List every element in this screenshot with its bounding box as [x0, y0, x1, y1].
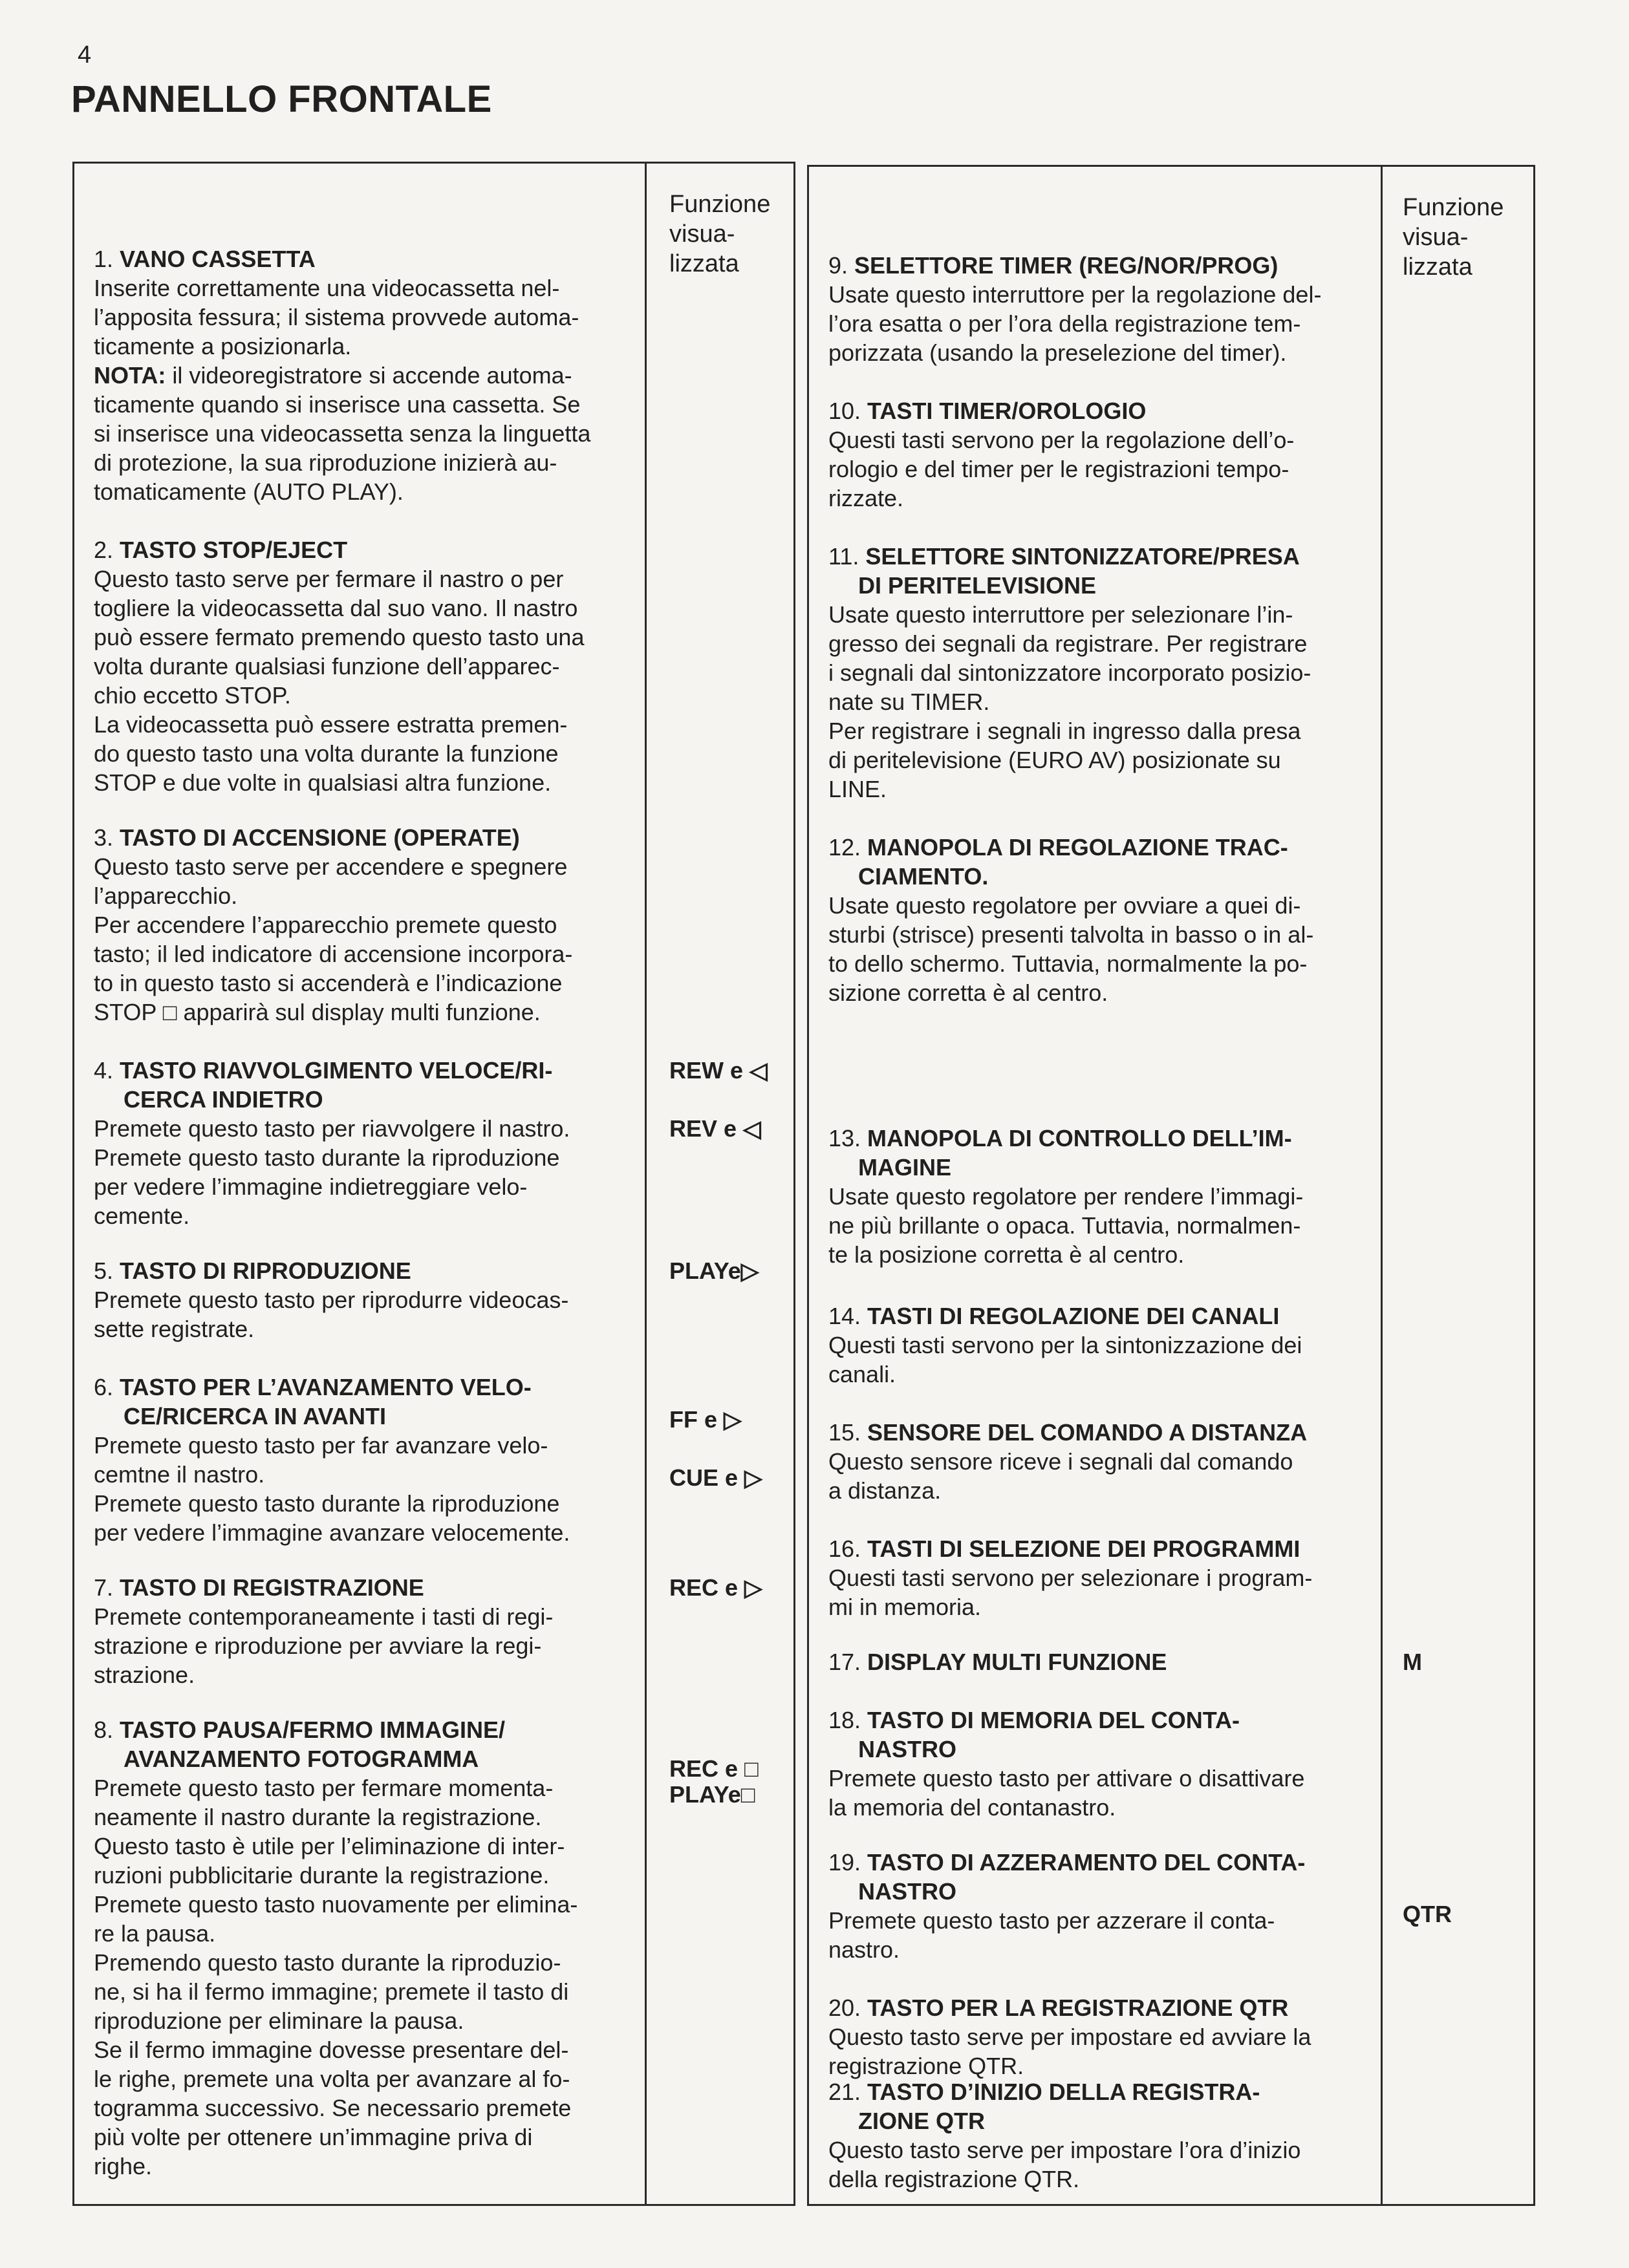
item-heading [828, 1418, 1307, 1447]
item-description-line: strazione. [94, 1662, 195, 1688]
item-description-line: della registrazione QTR. [828, 2166, 1080, 2192]
item-title: TASTI DI REGOLAZIONE DEI CANALI [867, 1303, 1280, 1329]
right-item [828, 1706, 1304, 1822]
display-function-label: QTR [1403, 1901, 1452, 1927]
right-item [828, 1993, 1311, 2081]
item-description-line: cemtne il nastro. [94, 1461, 265, 1488]
item-description-line: rologio e del timer per le registrazioni tempo- [828, 456, 1289, 482]
item-description-line: Questo tasto serve per impostare ed avviare la [828, 2024, 1311, 2050]
item-description-line: si inserisce una videocassetta senza la linguetta [94, 420, 591, 447]
page-number: 4 [78, 41, 92, 69]
item-description-line: Questo tasto serve per fermare il nastro o per [94, 566, 564, 592]
item-title: TASTO DI RIPRODUZIONE [120, 1257, 411, 1284]
item-heading [828, 251, 1321, 280]
item-description-line: NOTA: il videoregistratore si accende automa- [94, 362, 572, 389]
item-number: 15. [828, 1419, 868, 1446]
item-description-line: riproduzione per eliminare la pausa. [94, 2007, 464, 2034]
item-description-line: ticamente a posizionarla. [94, 333, 352, 359]
item-number: 18. [828, 1707, 868, 1733]
item-title: TASTO RIAVVOLGIMENTO VELOCE/RI- [120, 1057, 553, 1084]
item-description-line: gresso dei segnali da registrare. Per registrare [828, 630, 1308, 657]
item-title-continued: MAGINE [858, 1154, 951, 1181]
item-heading [94, 1256, 568, 1285]
item-description-line: Usate questo regolatore per rendere l’immagi- [828, 1183, 1304, 1210]
display-function-label: REW e ◁ [669, 1057, 768, 1084]
display-function-label: REC e ▷ [669, 1574, 762, 1601]
item-heading [828, 2077, 1300, 2106]
item-description-line: l’apparecchio. [94, 883, 238, 909]
item-title-continued: NASTRO [858, 1736, 956, 1762]
item-number: 16. [828, 1535, 868, 1562]
item-description-line: di protezione, la sua riproduzione inizierà au- [94, 449, 557, 476]
item-description-line: re la pausa. [94, 1920, 216, 1947]
item-description-line: i segnali dal sintonizzatore incorporato posizio- [828, 659, 1311, 686]
item-description-line: Premete questo tasto per azzerare il conta- [828, 1907, 1275, 1934]
item-description-line: to dello schermo. Tuttavia, normalmente la po- [828, 950, 1308, 977]
display-function-label: PLAYe□ [669, 1781, 755, 1808]
item-description-line: cemente. [94, 1203, 190, 1229]
item-description-line: Premete questo tasto nuovamente per elimina- [94, 1891, 578, 1918]
item-heading [828, 833, 1313, 862]
item-description-line: to in questo tasto si accenderà e l’indicazione [94, 970, 563, 996]
item-description-line: l’apposita fessura; il sistema provvede automa- [94, 304, 579, 330]
item-number: 13. [828, 1125, 868, 1151]
item-heading [94, 244, 590, 273]
column-divider [1381, 167, 1383, 2204]
left-item [94, 1373, 570, 1547]
item-description-line: registrazione QTR. [828, 2053, 1024, 2079]
item-description-line: Questo tasto serve per accendere e spegnere [94, 853, 568, 880]
item-title: TASTI TIMER/OROLOGIO [867, 398, 1147, 424]
page-title: PANNELLO FRONTALE [71, 78, 492, 120]
item-heading [828, 542, 1311, 571]
item-description-line: Questi tasti servono per la sintonizzazione dei [828, 1332, 1302, 1358]
item-description-line: Premete questo tasto per riprodurre videocas- [94, 1287, 569, 1313]
item-title-continued: CE/RICERCA IN AVANTI [124, 1403, 387, 1429]
item-description-line: ticamente quando si inserisce una cassetta. Se [94, 391, 581, 418]
item-description-line: a distanza. [828, 1477, 942, 1504]
item-heading [828, 1993, 1311, 2022]
item-heading [94, 1573, 553, 1602]
item-description-line: per vedere l’immagine avanzare velocemente. [94, 1519, 570, 1546]
item-description-line: Premete questo tasto durante la riproduzione [94, 1144, 560, 1171]
item-title: TASTO DI ACCENSIONE (OPERATE) [120, 824, 520, 851]
item-number: 17. [828, 1649, 868, 1675]
item-description-line: ne, si ha il fermo immagine; premete il tasto di [94, 1978, 569, 2005]
item-description-line: righe. [94, 2153, 153, 2179]
display-function-label: FF e ▷ [669, 1406, 742, 1433]
display-function-label: REC e □ [669, 1755, 759, 1782]
item-number: 4. [94, 1057, 120, 1084]
item-description-line: ruzioni pubblicitarie durante la registrazione. [94, 1862, 550, 1888]
item-description-line: porizzata (usando la preselezione del timer). [828, 339, 1287, 366]
right-item [828, 2077, 1300, 2194]
item-description-line: sizione corretta è al centro. [828, 979, 1108, 1006]
left-item [94, 1573, 553, 1689]
item-number: 6. [94, 1374, 120, 1400]
item-heading [828, 396, 1294, 425]
item-description-line: Premete questo tasto per far avanzare velo- [94, 1432, 548, 1459]
item-description-line: Premete contemporaneamente i tasti di regi- [94, 1603, 554, 1630]
item-heading [94, 823, 572, 852]
item-number: 10. [828, 398, 868, 424]
item-heading [828, 1301, 1302, 1331]
item-description-line: togramma successivo. Se necessario premete [94, 2095, 572, 2121]
item-description-line: strazione e riproduzione per avviare la regi- [94, 1632, 542, 1659]
item-title: SENSORE DEL COMANDO A DISTANZA [867, 1419, 1308, 1446]
right-item [828, 1124, 1303, 1269]
display-function-label: REV e ◁ [669, 1115, 761, 1142]
item-title: TASTO STOP/EJECT [120, 537, 348, 563]
right-column-frame [807, 165, 1535, 2206]
right-item [828, 396, 1294, 513]
item-number: 12. [828, 834, 868, 861]
item-description-line: neamente il nastro durante la registrazione. [94, 1804, 542, 1830]
item-description-line: Questi tasti servono per la regolazione dell’o- [828, 427, 1295, 453]
item-description-line: di peritelevisione (EURO AV) posizionate su [828, 747, 1281, 773]
item-description-line: per vedere l’immagine indietreggiare velo- [94, 1173, 528, 1200]
item-heading [94, 1715, 577, 1744]
item-description-line: ne più brillante o opaca. Tuttavia, normalmen- [828, 1212, 1301, 1239]
item-description-line: Usate questo interruttore per selezionare l’in- [828, 601, 1293, 628]
item-description-line: l’ora esatta o per l’ora della registrazione tem- [828, 310, 1301, 337]
item-description-line: nastro. [828, 1936, 900, 1963]
function-column-header: Funzione visua- lizzata [1403, 194, 1504, 281]
item-description-line: più volte per ottenere un’immagine priva di [94, 2124, 533, 2150]
right-item [828, 833, 1313, 1007]
left-item [94, 1256, 568, 1343]
item-description-line: Usate questo interruttore per la regolazione del- [828, 281, 1322, 308]
display-function-label: M [1403, 1649, 1422, 1675]
item-description-line: tomaticamente (AUTO PLAY). [94, 478, 404, 505]
item-title-continued: CERCA INDIETRO [124, 1086, 323, 1113]
item-description-line: chio eccetto STOP. [94, 682, 291, 709]
item-description-line: La videocassetta può essere estratta premen- [94, 711, 568, 738]
item-description-line: te la posizione corretta è al centro. [828, 1241, 1185, 1268]
item-description-line: STOP e due volte in qualsiasi altra funzione. [94, 769, 552, 796]
item-title: MANOPOLA DI CONTROLLO DELL’IM- [867, 1125, 1292, 1151]
item-number: 3. [94, 824, 120, 851]
item-description-line: nate su TIMER. [828, 689, 990, 715]
item-description-line: può essere fermato premendo questo tasto una [94, 624, 585, 650]
item-title: TASTO PER L’AVANZAMENTO VELO- [120, 1374, 532, 1400]
item-description-line: Questi tasti servono per selezionare i program- [828, 1565, 1313, 1591]
left-item [94, 823, 572, 1027]
item-description-line: Se il fermo immagine dovesse presentare del- [94, 2037, 569, 2063]
item-title: TASTO PER LA REGISTRAZIONE QTR [867, 1995, 1289, 2021]
item-description-line: Premete questo tasto durante la riproduzione [94, 1490, 560, 1517]
item-description-line: canali. [828, 1361, 896, 1387]
item-number: 9. [828, 252, 855, 279]
item-heading [828, 1534, 1312, 1563]
item-heading [94, 1373, 570, 1402]
item-number: 8. [94, 1717, 120, 1743]
item-description-line: sturbi (strisce) presenti talvolta in basso o in al- [828, 921, 1314, 948]
column-divider [645, 164, 647, 2204]
display-function-label: CUE e ▷ [669, 1464, 762, 1491]
item-number: 7. [94, 1574, 120, 1601]
item-description-line: Questo sensore riceve i segnali dal comando [828, 1448, 1293, 1475]
item-number: 21. [828, 2079, 868, 2105]
item-title: TASTO DI MEMORIA DEL CONTA- [867, 1707, 1240, 1733]
item-description-line: STOP □ apparirà sul display multi funzione. [94, 999, 541, 1025]
item-description-line: LINE. [828, 776, 887, 802]
item-number: 14. [828, 1303, 868, 1329]
item-description-line: Usate questo regolatore per ovviare a quei di- [828, 892, 1301, 919]
item-title: VANO CASSETTA [120, 246, 316, 272]
item-number: 11. [828, 543, 866, 570]
item-title-continued: ZIONE QTR [858, 2108, 985, 2134]
right-item [828, 1848, 1305, 1964]
item-description-line: mi in memoria. [828, 1594, 982, 1620]
item-title-continued: DI PERITELEVISIONE [858, 572, 1097, 599]
item-heading [94, 535, 584, 564]
function-column-header: Funzione visua- lizzata [669, 191, 771, 277]
right-item [828, 1534, 1312, 1621]
item-title: MANOPOLA DI REGOLAZIONE TRAC- [867, 834, 1288, 861]
item-description-line: Per registrare i segnali in ingresso dalla presa [828, 718, 1301, 744]
item-description-line: la memoria del contanastro. [828, 1794, 1116, 1821]
left-item [94, 1056, 570, 1230]
item-description-line: Questo tasto serve per impostare l’ora d’inizio [828, 2137, 1301, 2163]
item-description-line: Premete questo tasto per riavvolgere il nastro. [94, 1115, 570, 1142]
item-heading [828, 1706, 1304, 1735]
item-title: TASTO PAUSA/FERMO IMMAGINE/ [120, 1717, 506, 1743]
item-description-line: rizzate. [828, 485, 904, 511]
item-description-line: volta durante qualsiasi funzione dell’apparec- [94, 653, 560, 679]
item-title: TASTI DI SELEZIONE DEI PROGRAMMI [867, 1535, 1300, 1562]
item-title: DISPLAY MULTI FUNZIONE [867, 1649, 1167, 1675]
item-heading [94, 1056, 570, 1085]
item-description-line: Premendo questo tasto durante la riproduzio- [94, 1949, 561, 1976]
left-column-frame [72, 162, 795, 2206]
item-heading [828, 1848, 1305, 1877]
item-description-line: Premete questo tasto per attivare o disattivare [828, 1765, 1305, 1792]
right-item [828, 251, 1321, 367]
item-title: SELETTORE SINTONIZZATORE/PRESA [865, 543, 1300, 570]
right-item [828, 1301, 1302, 1389]
item-title-continued: CIAMENTO. [858, 863, 989, 890]
item-heading [828, 1124, 1303, 1153]
item-number: 5. [94, 1257, 120, 1284]
item-number: 2. [94, 537, 120, 563]
item-number: 20. [828, 1995, 868, 2021]
display-function-label: PLAYe▷ [669, 1257, 759, 1284]
item-description-line: sette registrate. [94, 1316, 255, 1342]
left-item [94, 244, 590, 506]
item-number: 1. [94, 246, 120, 272]
item-description-line: togliere la videocassetta dal suo vano. Il nastro [94, 595, 578, 621]
right-item [828, 542, 1311, 804]
item-title-continued: AVANZAMENTO FOTOGRAMMA [124, 1746, 479, 1772]
item-description-line: Inserite correttamente una videocassetta nel- [94, 275, 560, 301]
item-title: TASTO DI AZZERAMENTO DEL CONTA- [867, 1849, 1306, 1876]
item-description-line: tasto; il led indicatore di accensione incorpora- [94, 941, 573, 967]
right-item [828, 1418, 1307, 1505]
item-number: 19. [828, 1849, 868, 1876]
item-description-line: Questo tasto è utile per l’eliminazione di inter- [94, 1833, 565, 1859]
left-item [94, 535, 584, 797]
item-title: TASTO DI REGISTRAZIONE [120, 1574, 424, 1601]
item-title-continued: NASTRO [858, 1878, 956, 1905]
item-heading [828, 1647, 1167, 1676]
item-title: TASTO D’INIZIO DELLA REGISTRA- [867, 2079, 1260, 2105]
right-item [828, 1647, 1167, 1676]
item-description-line: le righe, premete una volta per avanzare al fo- [94, 2066, 570, 2092]
item-description-line: do questo tasto una volta durante la funzione [94, 740, 559, 767]
left-item [94, 1715, 577, 2181]
item-description-line: Premete questo tasto per fermare momenta- [94, 1775, 554, 1801]
item-title: SELETTORE TIMER (REG/NOR/PROG) [854, 252, 1278, 279]
item-description-line: Per accendere l’apparecchio premete questo [94, 912, 557, 938]
